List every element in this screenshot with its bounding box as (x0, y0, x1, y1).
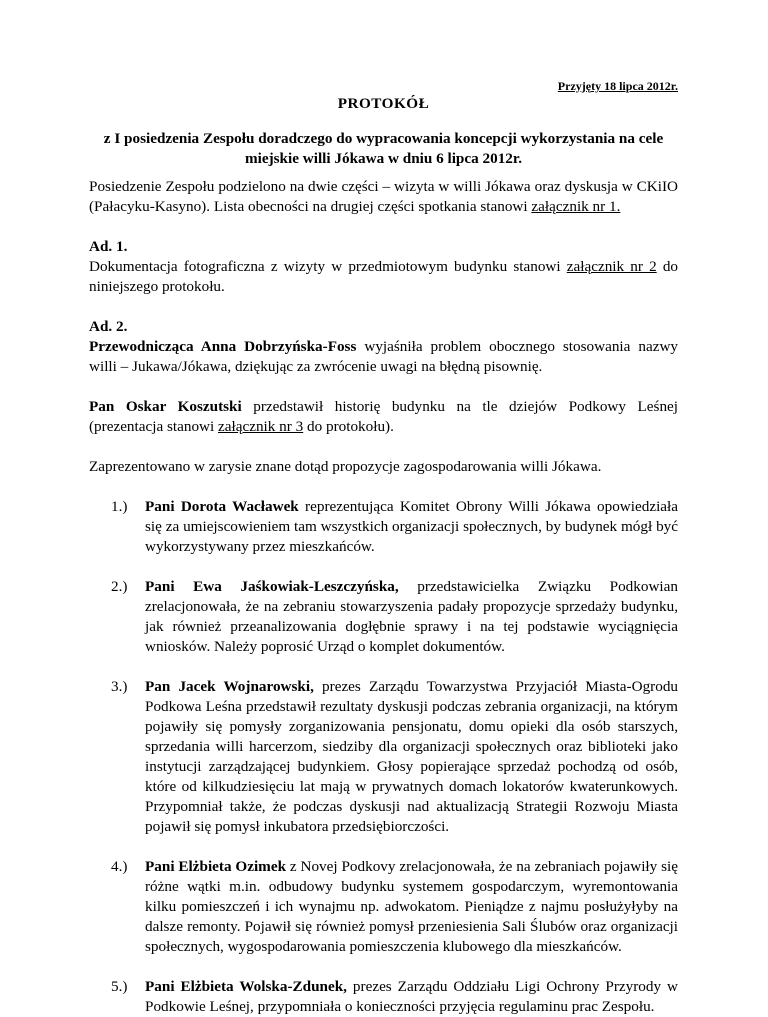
ad2-p1-text: wyjaśniła problem obocznego stosowania nazwy willi – Jukawa/Jókawa, dziękując za zwrócenie uwagi na błędną pisownię. (89, 338, 679, 375)
list-item-body: z Novej Podkovy zrelacjonowała, że na zebraniach pojawiły się różne wątki m.in. odbudowy budynku systemem gospodarczym, wyremontowania kilku pomieszczeń i ich wynajmu np. adwokatom. Pieniądze z najmu posłużyłyby na dalsze remonty. Pojawił się również pomysł przeniesienia Sali Ślubów oraz organizacji społecznych, wygospodarowania pomieszczenia klubowego dla mieszkańców. (145, 858, 678, 955)
ad2-paragraph-3: Zaprezentowano w zarysie znane dotąd propozycje zagospodarowania willi Jókawa. (89, 458, 602, 475)
intro-text: Posiedzenie Zespołu podzielono na dwie części – wizyta w willi Jókawa oraz dyskusja w CKiIO (Pałacyku-Kasyno). Lista obecności na drugiej części spotkania stanowi (89, 178, 678, 215)
list-item-text (145, 497, 678, 557)
list-item-text (145, 857, 678, 957)
list-item-number: 4.) (111, 858, 128, 875)
document-subtitle (89, 129, 678, 169)
list-item-text (145, 977, 678, 1017)
chair-name: Przewodnicząca Anna Dobrzyńska-Foss (89, 338, 357, 355)
list-item (111, 677, 678, 837)
ad2-heading (89, 317, 678, 337)
list-item-body: prezes Zarządu Towarzystwa Przyjaciół Miasta-Ogrodu Podkowa Leśna przedstawił rezultaty dyskusji podczas zebrania organizacji, na którym pojawiły się pomysły zorganizowania pensjonatu, domu opieki dla osób starszych, sprzedania willi harcerzom, siedziby dla organizacji społecznych oraz biblioteki jako instytucji zarządzającej budynkiem. Głosy popierające sprzedaż pochodzą od osób, które od kilkudziesięciu lat mają w prywatnych domach lokatorów kwaterunkowych. Przypomniał także, że podczas dyskusji nad aktualizacją Strategii Rozwoju Miasta pojawił się pomysł inkubatora przedsiębiorczości. (145, 678, 679, 835)
list-item (111, 977, 678, 1017)
speaker-name: Pan Oskar Koszutski (89, 398, 242, 415)
list-item-text (145, 677, 678, 837)
attachment-3-link: załącznik nr 3 (218, 418, 304, 435)
list-item-number: 1.) (111, 498, 128, 515)
ad2-p2-text-a: przedstawił historię budynku na tle dziejów Podkowy Leśnej (prezentacja stanowi (89, 398, 678, 435)
list-item-text (145, 577, 678, 657)
attachment-2-link: załącznik nr 2 (566, 258, 657, 275)
list-item (111, 497, 678, 557)
list-item-body: prezes Zarządu Oddziału Ligi Ochrony Przyrody w Podkowie Leśnej, przypomniała o konieczności przyjęcia regulaminu prac Zespołu. (145, 978, 678, 1015)
ad1-text-a: Dokumentacja fotograficzna z wizyty w przedmiotowym budynku stanowi (89, 258, 567, 275)
subtitle-line-2: miejskie willi Jókawa w dniu 6 lipca 2012r. (244, 150, 523, 167)
list-item-person: Pani Dorota Wacławek (145, 498, 299, 515)
intro-paragraph (89, 177, 678, 217)
subtitle-line-1: z I posiedzenia Zespołu doradczego do wypracowania koncepcji wykorzystania na cele (103, 130, 664, 147)
list-item-number: 3.) (111, 678, 128, 695)
accepted-date: Przyjęty 18 lipca 2012r. (557, 79, 678, 93)
list-item-person: Pani Ewa Jaśkowiak-Leszczyńska, (145, 578, 399, 595)
ad2-p2-text-b: do protokołu). (303, 418, 394, 435)
ad2-paragraph-2 (89, 397, 678, 437)
ad1-paragraph (89, 257, 678, 297)
list-item-person: Pani Elżbieta Ozimek (145, 858, 287, 875)
ad2-heading-text: Ad. 2. (89, 318, 128, 335)
ad1-text-b: do niniejszego protokołu. (89, 258, 679, 295)
list-item-body: przedstawicielka Związku Podkowian zrelacjonowała, że na zebraniu stowarzyszenia padały propozycje sprzedaży budynku, jak również przeanalizowania dogłębnie sprawy i na tej podstawie wyciągnięcia wniosków. Należy poprosić Urząd o komplet dokumentów. (145, 578, 678, 655)
list-item-person: Pan Jacek Wojnarowski, (145, 678, 314, 695)
document-title: PROTOKÓŁ (337, 95, 430, 112)
list-item-number: 5.) (111, 978, 128, 995)
list-item-body: reprezentująca Komitet Obrony Willi Jókawa opowiedziała się za umiejscowieniem tam wszystkich organizacji społecznych, by budynek mógł być wykorzystywany przez mieszkańców. (145, 498, 678, 555)
list-item (111, 577, 678, 657)
ad1-heading (89, 237, 678, 257)
document-body (89, 177, 678, 1017)
list-item (111, 857, 678, 957)
ad1-heading-text: Ad. 1. (89, 238, 128, 255)
attachment-1-link: załącznik nr 1. (531, 198, 621, 215)
ad2-paragraph-1 (89, 337, 678, 377)
list-item-person: Pani Elżbieta Wolska-Zdunek, (145, 978, 347, 995)
list-item-number: 2.) (111, 578, 128, 595)
